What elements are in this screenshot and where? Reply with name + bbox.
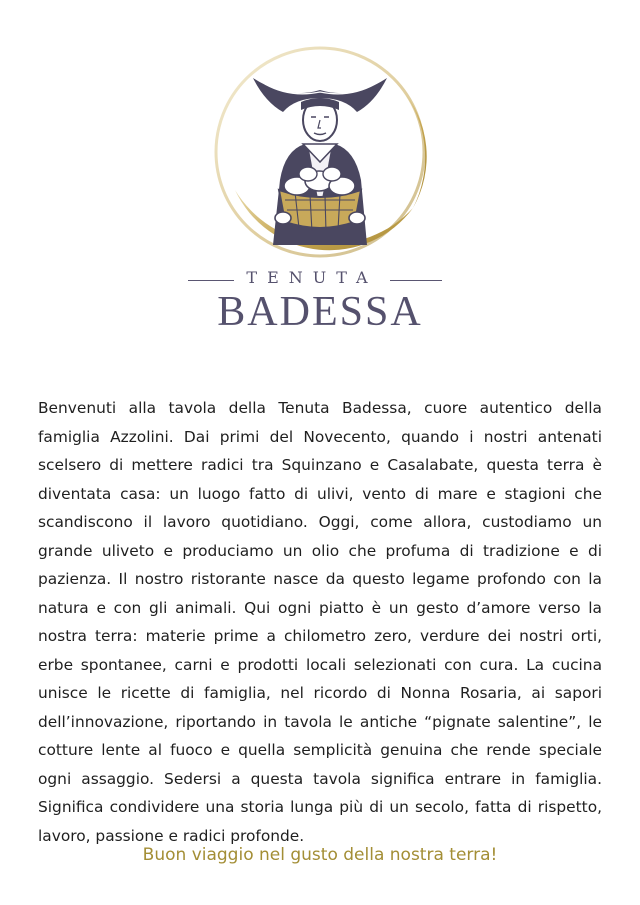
divider-left: [188, 280, 234, 281]
abbess-with-bread-basket-icon: [195, 40, 445, 270]
divider-right: [390, 280, 442, 281]
intro-paragraph: Benvenuti alla tavola della Tenuta Badessa, cuore autentico della famiglia Azzolini. Dai primi del Novecento, quando i nostri antenati scelsero di mettere radici tra Squinzano e Casalabate, questa terra è diventata casa: un luogo fatto di ulivi, vento di mare e stagioni che scandiscono il lavoro quotidiano. Oggi, come allora, custodiamo un grande uliveto e produciamo un olio che profuma di tradizione e di pazienza. Il nostro ristorante nasce da questo legame profondo con la natura e con gli animali. Qui ogni piatto è un gesto d’amore verso la nostra terra: materie prime a chilometro zero, verdure dei nostri orti, erbe spontanee, carni e prodotti locali selezionati con cura. La cucina unisce le ricette di famiglia, nel ricordo di Nonna Rosaria, ai sapori dell’innovazione, riportando in tavola le antiche “pignate salentine”, le cotture lente al fuoco e quella semplicità genuina che rende speciale ogni assaggio. Sedersi a questa tavola significa entrare in famiglia. Significa condividere una storia lunga più di un secolo, fatta di rispetto, lavoro, passione e radici profonde.: [38, 399, 602, 845]
logo: [0, 40, 640, 340]
brand-name: BADESSA: [217, 289, 423, 335]
closing-line: Buon viaggio nel gusto della nostra terra!: [142, 845, 498, 865]
brand-top-word: TENUTA: [246, 268, 378, 287]
